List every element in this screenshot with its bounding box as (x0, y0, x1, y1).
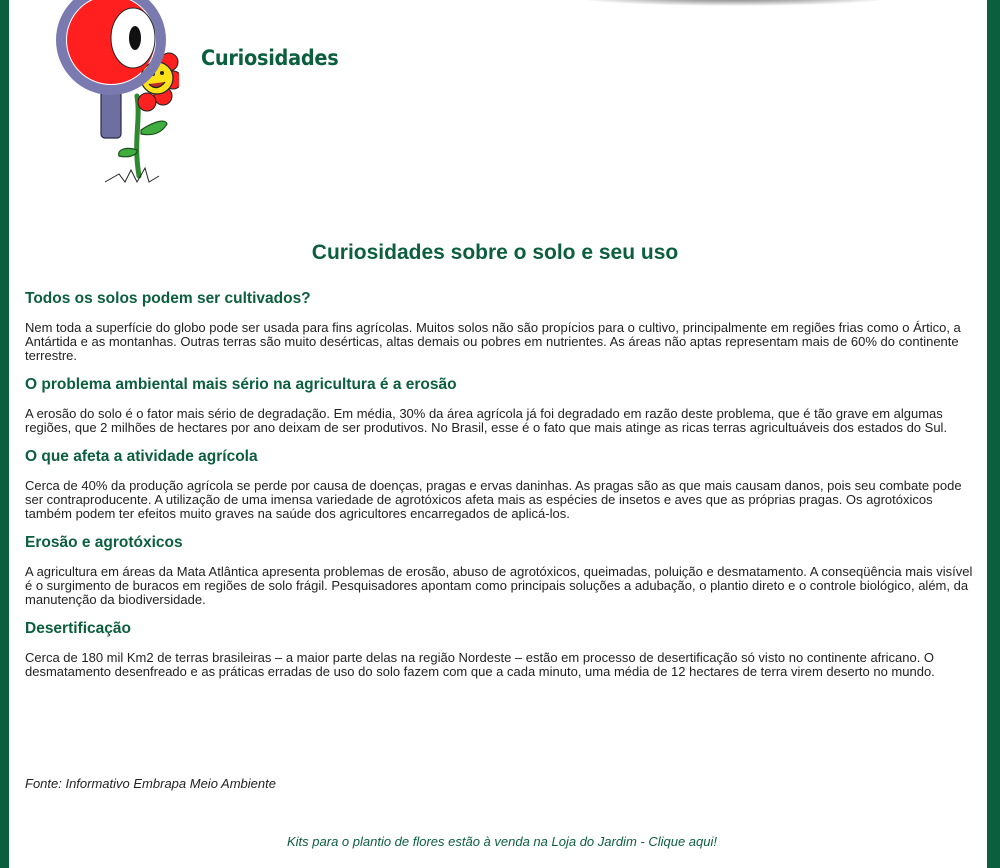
logo-title: Curiosidades (201, 46, 339, 70)
section-erosion-agrochemicals (25, 534, 975, 607)
section-body: Cerca de 180 mil Km2 de terras brasileiras – a maior parte delas na região Nordeste – estão em processo de desertificação só visto no continente africano. O desmatamento desenfreado e as práticas erradas de uso do solo fazem com que a cada minuto, uma média de 12 hectares de terra virem deserto no mundo. (25, 650, 935, 679)
section-heading: Todos os solos podem ser cultivados? (25, 290, 311, 307)
decorative-shadow (569, 0, 899, 6)
section-heading: O que afeta a atividade agrícola (25, 448, 258, 465)
source-citation: Fonte: Informativo Embrapa Meio Ambiente (25, 776, 276, 791)
section-body: Cerca de 40% da produção agrícola se perde por causa de doenças, pragas e ervas daninhas. As pragas são as que mais causam danos, pois seu combate pode ser contraproducente. A utilização de uma imensa variedade de agrotóxicos afeta mais as espécies de insetos e aves que as próprias pragas. Os agrotóxicos também podem ter efeitos muito graves na saúde dos agricultores encarregados de aplicá-los. (25, 478, 962, 521)
page-title: Curiosidades sobre o solo e seu uso (311, 241, 679, 265)
section-cultivation (25, 290, 975, 363)
shop-link[interactable]: Kits para o plantio de flores estão à venda na Loja do Jardim - Clique aqui! (287, 834, 717, 849)
article-content (25, 290, 975, 692)
section-body: Nem toda a superfície do globo pode ser usada para fins agrícolas. Muitos solos não são propícios para o cultivo, principalmente em regiões frias como o Ártico, a Antártida e as montanhas. Outras terras são muito desérticas, altas demais ou pobres em nutrientes. As áreas não aptas representam mais de 60% do continente terrestre. (25, 320, 961, 363)
section-body: A erosão do solo é o fator mais sério de degradação. Em média, 30% da área agrícola já foi degradado em razão deste problema, que é tão grave em algumas regiões, que 2 milhões de hectares por ano deixam de ser produtivos. No Brasil, esse é o fato que mais atinge as ricas terras agricultuáveis dos estados do Sul. (25, 406, 948, 435)
section-heading: Erosão e agrotóxicos (25, 534, 183, 551)
section-desertification (25, 620, 975, 679)
section-heading: Desertificação (25, 620, 131, 637)
section-body: A agricultura em áreas da Mata Atlântica apresenta problemas de erosão, abuso de agrotóxicos, queimadas, poluição e desmatamento. A conseqüência mais visível é o surgimento de buracos em regiões de solo frágil. Pesquisadores apontam como principais soluções a adubação, o plantio direto e o controle biológico, além, da manutenção da biodiversidade. (25, 564, 973, 607)
magnifier-flower-mascot-icon (49, 0, 179, 186)
section-agricultural-activity (25, 448, 975, 521)
section-erosion (25, 376, 975, 435)
page-container (9, 0, 987, 868)
section-heading: O problema ambiental mais sério na agricultura é a erosão (25, 376, 457, 393)
